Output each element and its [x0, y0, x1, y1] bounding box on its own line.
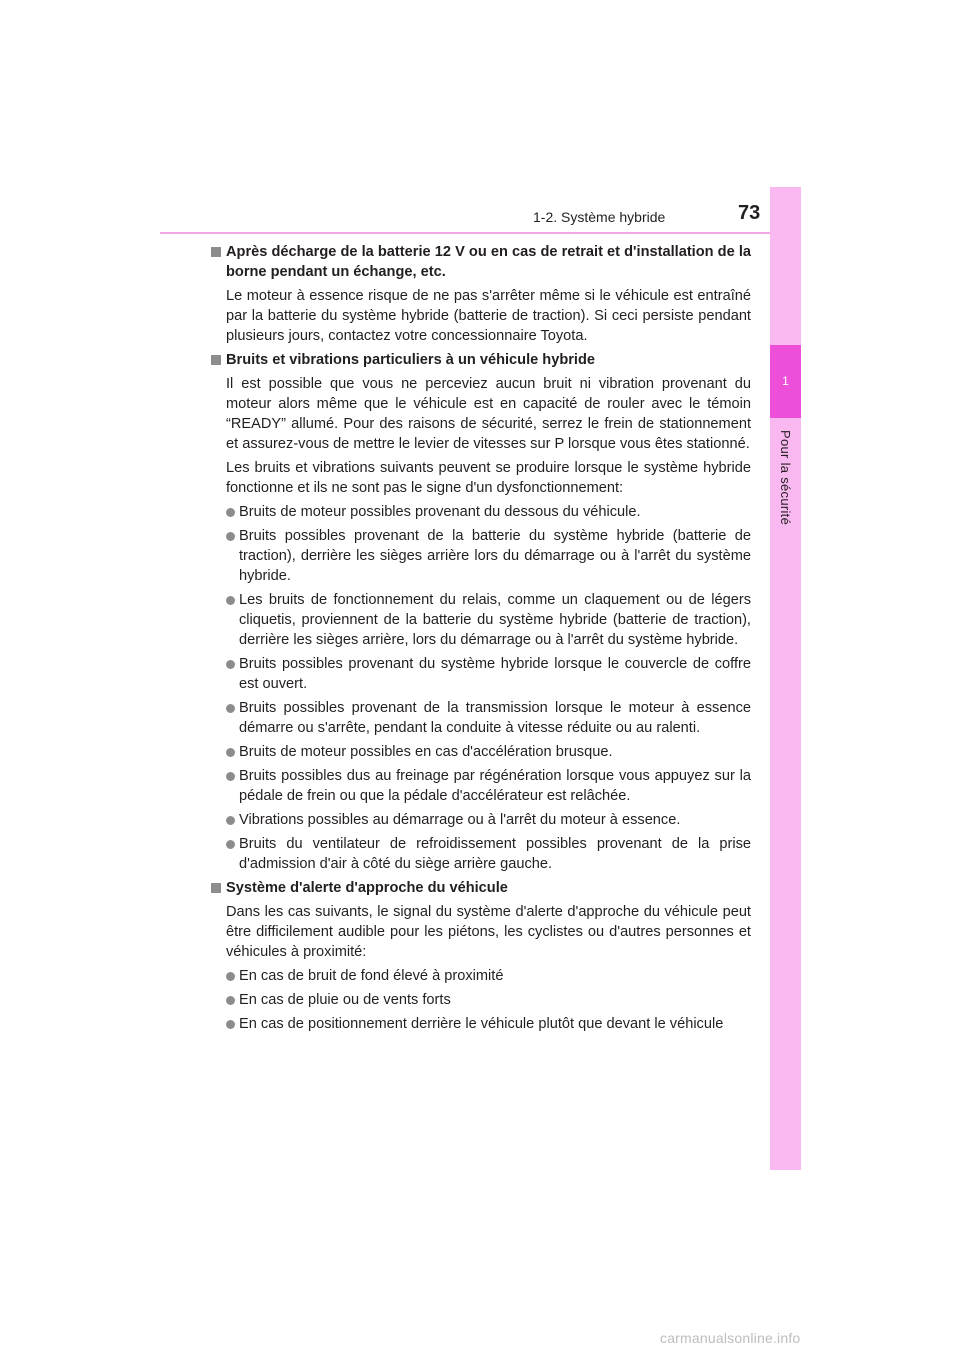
list-item	[211, 590, 751, 650]
round-bullet-icon	[226, 748, 235, 757]
list-item	[211, 742, 751, 762]
list-item	[211, 834, 751, 874]
section-noise-vibration	[211, 350, 751, 874]
watermark: carmanualsonline.info	[660, 1330, 801, 1346]
list-item	[211, 502, 751, 522]
list-item-text: Bruits de moteur possibles en cas d'accélération brusque.	[239, 744, 613, 760]
list-item-text: Les bruits de fonctionnement du relais, comme un claquement ou de légers cliquetis, proviennent de la batterie du système hybride (batterie de traction), derrière les sièges arrière, lors du démarrage ou à l'arrêt du système hybride.	[239, 592, 751, 648]
round-bullet-icon	[226, 840, 235, 849]
chapter-title: Pour la sécurité	[778, 430, 793, 526]
list-item	[211, 654, 751, 694]
list-item-text: Bruits possibles dus au freinage par régénération lorsque vous appuyez sur la pédale de frein ou que la pédale d'accélérateur est relâchée.	[239, 768, 751, 804]
list-item-text: Bruits de moteur possibles provenant du dessous du véhicule.	[239, 504, 641, 520]
round-bullet-icon	[226, 596, 235, 605]
list-item-text: Bruits possibles provenant du système hybride lorsque le couvercle de coffre est ouvert.	[239, 656, 751, 692]
round-bullet-icon	[226, 660, 235, 669]
list-item	[211, 526, 751, 586]
section-heading-text: Bruits et vibrations particuliers à un véhicule hybride	[226, 352, 595, 368]
list-item-text: Bruits possibles provenant de la transmission lorsque le moteur à essence démarre ou s'arrête, pendant la conduite à vitesse réduite ou au ralenti.	[239, 700, 751, 736]
round-bullet-icon	[226, 972, 235, 981]
list-item-text: Bruits du ventilateur de refroidissement possibles provenant de la prise d'admission d'air à côté du siège arrière gauche.	[239, 836, 751, 872]
section-heading-text: Système d'alerte d'approche du véhicule	[226, 880, 508, 896]
header-rule	[160, 232, 770, 234]
section-heading	[211, 242, 751, 282]
section-heading	[211, 878, 751, 898]
section-battery-discharge	[211, 242, 751, 346]
chapter-side-tab	[770, 187, 801, 1170]
round-bullet-icon	[226, 532, 235, 541]
section-heading-text: Après décharge de la batterie 12 V ou en cas de retrait et d'installation de la borne pendant un échange, etc.	[226, 244, 751, 280]
page-number: 73	[738, 202, 761, 224]
list-item-text: Bruits possibles provenant de la batterie du système hybride (batterie de traction), derrière les sièges arrière lors du démarrage ou à l'arrêt du système hybride.	[239, 528, 751, 584]
round-bullet-icon	[226, 1020, 235, 1029]
round-bullet-icon	[226, 772, 235, 781]
list-item	[211, 698, 751, 738]
chapter-number: 1	[782, 374, 789, 388]
square-bullet-icon	[211, 883, 221, 893]
list-item	[211, 810, 751, 830]
list-item-text: En cas de bruit de fond élevé à proximité	[239, 968, 504, 984]
paragraph: Les bruits et vibrations suivants peuvent se produire lorsque le système hybride fonctionne et ils ne sont pas le signe d'un dysfonctionnement:	[226, 460, 751, 496]
list-item	[211, 1014, 751, 1034]
section-heading	[211, 350, 751, 370]
round-bullet-icon	[226, 996, 235, 1005]
square-bullet-icon	[211, 247, 221, 257]
running-head: 1-2. Système hybride	[533, 209, 666, 225]
paragraph: Le moteur à essence risque de ne pas s'arrêter même si le véhicule est entraîné par la batterie du système hybride (batterie de traction). Si ceci persiste pendant plusieurs jours, contactez votre concessionnaire Toyota.	[226, 288, 751, 344]
round-bullet-icon	[226, 816, 235, 825]
list-item-text: En cas de pluie ou de vents forts	[239, 992, 451, 1008]
paragraph: Dans les cas suivants, le signal du système d'alerte d'approche du véhicule peut être difficilement audible pour les piétons, les cyclistes ou d'autres personnes et véhicules à proximité:	[226, 904, 751, 960]
round-bullet-icon	[226, 704, 235, 713]
list-item-text: En cas de positionnement derrière le véhicule plutôt que devant le véhicule	[239, 1016, 724, 1032]
square-bullet-icon	[211, 355, 221, 365]
section-approach-alert	[211, 878, 751, 1034]
round-bullet-icon	[226, 508, 235, 517]
list-item	[211, 766, 751, 806]
list-item	[211, 990, 751, 1010]
page-content	[211, 242, 751, 1038]
list-item	[211, 966, 751, 986]
list-item-text: Vibrations possibles au démarrage ou à l'arrêt du moteur à essence.	[239, 812, 681, 828]
paragraph: Il est possible que vous ne perceviez aucun bruit ni vibration provenant du moteur alors même que le véhicule est en capacité de rouler avec le témoin “READY” allumé. Pour des raisons de sécurité, serrez le frein de stationnement et assurez-vous de mettre le levier de vitesses sur P lorsque vous êtes stationné.	[226, 376, 751, 452]
